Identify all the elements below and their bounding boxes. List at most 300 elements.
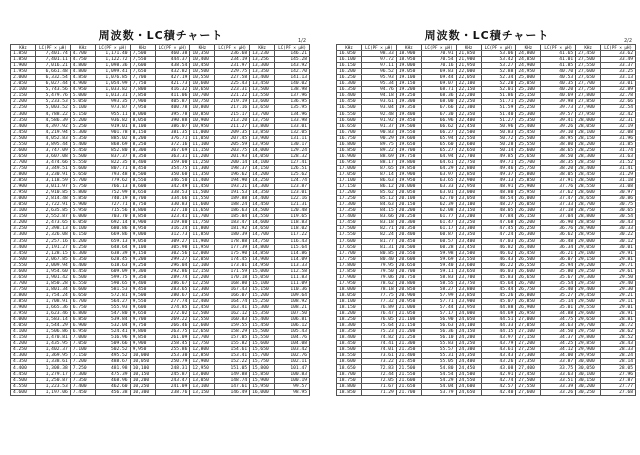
- freq-cell: 29,800: [576, 335, 601, 341]
- column-header-freq: KHz: [130, 45, 155, 51]
- lc-cell: 132.05: [275, 129, 310, 135]
- lc-cell: 38.35: [541, 159, 576, 165]
- freq-cell: 15,450: [250, 323, 275, 329]
- freq-cell: 7.150: [70, 353, 95, 359]
- freq-cell: 18.950: [396, 57, 421, 63]
- lc-cell: 590.65: [95, 280, 130, 286]
- freq-cell: 4.400: [11, 365, 36, 371]
- freq-cell: 14,150: [250, 165, 275, 171]
- lc-cell: 30.33: [601, 226, 636, 232]
- lc-cell: 105.43: [275, 329, 310, 335]
- lc-cell: 102.76: [275, 353, 310, 359]
- lc-cell: 727.71: [95, 202, 130, 208]
- lc-cell: 45.44: [481, 286, 516, 292]
- freq-cell: 27,250: [516, 347, 541, 353]
- freq-cell: 8,250: [130, 141, 155, 147]
- freq-cell: 25,650: [516, 153, 541, 159]
- freq-cell: 14,200: [250, 171, 275, 177]
- lc-cell: 1,623.46: [36, 311, 71, 317]
- freq-cell: 24,550: [456, 377, 481, 383]
- freq-cell: 27,550: [516, 383, 541, 389]
- freq-cell: 14,550: [250, 214, 275, 220]
- lc-cell: 509.66: [95, 341, 130, 347]
- freq-cell: 21.600: [396, 377, 421, 383]
- lc-cell: 146.21: [275, 51, 310, 57]
- freq-cell: 23,500: [456, 250, 481, 256]
- lc-cell: 30.43: [601, 220, 636, 226]
- freq-cell: 5.150: [70, 111, 95, 117]
- lc-cell: 112.58: [275, 268, 310, 274]
- lc-cell: 80.85: [362, 250, 397, 256]
- freq-cell: 4.100: [11, 329, 36, 335]
- lc-cell: 170.18: [215, 274, 250, 280]
- freq-cell: 4.850: [70, 75, 95, 81]
- freq-cell: 5.200: [70, 117, 95, 123]
- freq-cell: 14,900: [250, 256, 275, 262]
- freq-cell: 9,450: [130, 286, 155, 292]
- lc-cell: 33.13: [601, 75, 636, 81]
- lc-cell: 618.63: [95, 262, 130, 268]
- lc-cell: 1,708.91: [36, 298, 71, 304]
- lc-cell: 108.21: [275, 305, 310, 311]
- lc-cell: 127.41: [275, 159, 310, 165]
- lc-cell: 502.52: [95, 347, 130, 353]
- freq-cell: 20.250: [396, 214, 421, 220]
- freq-cell: 12,700: [190, 335, 215, 341]
- lc-cell: 955.11: [95, 111, 130, 117]
- freq-cell: 6.550: [70, 280, 95, 286]
- lc-cell: 40.20: [541, 87, 576, 93]
- freq-cell: 28,050: [576, 123, 601, 129]
- freq-cell: 15,850: [250, 371, 275, 377]
- freq-cell: 21.200: [396, 329, 421, 335]
- freq-cell: 17.050: [337, 171, 362, 177]
- lc-cell: 53.42: [481, 57, 516, 63]
- lc-cell: 35.94: [541, 262, 576, 268]
- lc-cell: 211.27: [215, 123, 250, 129]
- freq-cell: 21.150: [396, 323, 421, 329]
- freq-cell: 7,700: [130, 75, 155, 81]
- lc-cell: 175.90: [215, 250, 250, 256]
- freq-cell: 11,800: [190, 226, 215, 232]
- lc-cell: 90.29: [362, 135, 397, 141]
- lc-cell: 41.85: [541, 63, 576, 69]
- lc-cell: 2,635.85: [36, 208, 71, 214]
- column-header-lc: LC(PF × μH): [95, 45, 130, 51]
- freq-cell: 23,250: [456, 220, 481, 226]
- lc-cell: 1,544.29: [36, 323, 71, 329]
- lc-cell: 1,250.87: [36, 377, 71, 383]
- lc-cell: 2,910.85: [36, 190, 71, 196]
- lc-cell: 66.62: [421, 123, 456, 129]
- freq-cell: 26,350: [516, 238, 541, 244]
- freq-cell: 6.300: [70, 250, 95, 256]
- lc-cell: 97.72: [362, 57, 397, 63]
- freq-cell: 6.100: [70, 226, 95, 232]
- lc-cell: 58.55: [421, 280, 456, 286]
- freq-cell: 3.300: [11, 232, 36, 238]
- lc-cell: 39.41: [541, 117, 576, 123]
- freq-cell: 23,300: [456, 226, 481, 232]
- freq-cell: 28,500: [576, 178, 601, 184]
- lc-cell: 779.62: [95, 178, 130, 184]
- freq-cell: 22,800: [456, 165, 481, 171]
- lc-cell: 67.30: [421, 111, 456, 117]
- lc-cell: 43.43: [481, 353, 516, 359]
- freq-cell: 12,400: [190, 298, 215, 304]
- freq-cell: 16.850: [337, 147, 362, 153]
- lc-cell: 70.54: [421, 57, 456, 63]
- lc-cell: 1,099.41: [95, 69, 130, 75]
- freq-cell: 6.600: [70, 286, 95, 292]
- lc-cell: 37.62: [541, 190, 576, 196]
- lc-cell: 330.83: [155, 202, 190, 208]
- lc-cell: 1,754.24: [36, 292, 71, 298]
- lc-cell: 40.53: [541, 75, 576, 81]
- lc-cell: 32.66: [601, 99, 636, 105]
- lc-cell: 122.16: [275, 196, 310, 202]
- lc-cell: 354.75: [155, 165, 190, 171]
- freq-cell: 18.750: [337, 377, 362, 383]
- freq-cell: 23,150: [456, 208, 481, 214]
- lc-cell: 33.63: [541, 371, 576, 377]
- freq-cell: 7.100: [70, 347, 95, 353]
- freq-cell: 29,850: [576, 341, 601, 347]
- lc-cell: 193.21: [215, 184, 250, 190]
- lc-cell: 885.02: [95, 135, 130, 141]
- lc-cell: 793.48: [95, 171, 130, 177]
- freq-cell: 18.550: [337, 353, 362, 359]
- lc-cell: 51.71: [481, 99, 516, 105]
- freq-cell: 28,100: [576, 129, 601, 135]
- lc-cell: 2,552.87: [36, 214, 71, 220]
- lc-cell: 919.01: [95, 123, 130, 129]
- lc-cell: 69.44: [421, 75, 456, 81]
- lc-cell: 36.62: [541, 232, 576, 238]
- lc-cell: 3,895.44: [36, 141, 71, 147]
- freq-cell: 4.000: [11, 317, 36, 323]
- freq-cell: 26,050: [516, 202, 541, 208]
- freq-cell: 11,000: [190, 129, 215, 135]
- freq-cell: 25,050: [516, 81, 541, 87]
- freq-cell: 15,500: [250, 329, 275, 335]
- lc-cell: 101.47: [275, 365, 310, 371]
- chart-page-1: [10, 0, 312, 455]
- freq-cell: 10,450: [190, 63, 215, 69]
- freq-cell: 4.750: [70, 57, 95, 63]
- lc-cell: 539.84: [95, 317, 130, 323]
- lc-cell: 207.45: [215, 135, 250, 141]
- lc-cell: 807.71: [95, 165, 130, 171]
- freq-cell: 13,850: [250, 129, 275, 135]
- freq-cell: 11,150: [190, 147, 215, 153]
- freq-cell: 4.800: [70, 69, 95, 75]
- lc-cell: 33.62: [601, 51, 636, 57]
- freq-cell: 4.950: [70, 87, 95, 93]
- freq-cell: 17.550: [337, 232, 362, 238]
- freq-cell: 20.400: [396, 232, 421, 238]
- freq-cell: 29,750: [576, 329, 601, 335]
- lc-cell: 532.04: [95, 323, 130, 329]
- freq-cell: 25,800: [516, 171, 541, 177]
- lc-cell: 715.56: [95, 208, 130, 214]
- lc-cell: 118.83: [275, 220, 310, 226]
- freq-cell: 27,600: [516, 389, 541, 395]
- freq-cell: 7,550: [130, 57, 155, 63]
- lc-cell: 201.93: [215, 153, 250, 159]
- freq-cell: 20.650: [396, 262, 421, 268]
- freq-cell: 2.250: [11, 105, 36, 111]
- lc-cell: 168.80: [215, 280, 250, 286]
- freq-cell: 18.100: [337, 298, 362, 304]
- freq-cell: 24,300: [456, 347, 481, 353]
- freq-cell: 30,000: [576, 359, 601, 365]
- freq-cell: 25,500: [516, 135, 541, 141]
- lc-cell: 30.54: [601, 214, 636, 220]
- lc-cell: 34.88: [541, 311, 576, 317]
- freq-cell: 24,050: [456, 317, 481, 323]
- lc-cell: 188.24: [215, 202, 250, 208]
- freq-cell: 21.000: [396, 305, 421, 311]
- freq-cell: 30,100: [576, 371, 601, 377]
- freq-cell: 16.550: [337, 111, 362, 117]
- page-number: 1/2: [297, 38, 306, 44]
- freq-cell: 27,550: [576, 63, 601, 69]
- lc-cell: 160.83: [215, 317, 250, 323]
- lc-cell: 123.01: [275, 190, 310, 196]
- lc-cell: 33.75: [541, 365, 576, 371]
- lc-cell: 69.07: [421, 81, 456, 87]
- lc-cell: 481.98: [95, 365, 130, 371]
- lc-cell: 49.46: [481, 165, 516, 171]
- lc-cell: 35.54: [541, 280, 576, 286]
- lc-cell: 43.97: [481, 335, 516, 341]
- lc-cell: 1,954.60: [36, 268, 71, 274]
- lc-cell: 638.39: [95, 250, 130, 256]
- freq-cell: 23,050: [456, 196, 481, 202]
- freq-cell: 7,850: [130, 93, 155, 99]
- lc-cell: 98.33: [362, 51, 397, 57]
- freq-cell: 9,300: [130, 268, 155, 274]
- freq-cell: 18.000: [337, 286, 362, 292]
- freq-cell: 6.850: [70, 317, 95, 323]
- freq-cell: 22,850: [456, 171, 481, 177]
- freq-cell: 6.150: [70, 232, 95, 238]
- lc-cell: 31.85: [601, 141, 636, 147]
- page-title: 周波数・LC積チャート: [424, 29, 550, 42]
- column-header-lc: LC(PF × μH): [421, 45, 456, 51]
- lc-cell: 146.49: [215, 389, 250, 395]
- lc-cell: 350.60: [155, 171, 190, 177]
- freq-cell: 21.450: [396, 359, 421, 365]
- freq-cell: 27,050: [516, 323, 541, 329]
- freq-cell: 15,800: [250, 365, 275, 371]
- freq-cell: 10,500: [190, 69, 215, 75]
- lc-cell: 27.96: [601, 371, 636, 377]
- freq-cell: 25,450: [516, 129, 541, 135]
- lc-cell: 108.92: [275, 298, 310, 304]
- lc-cell: 75.23: [362, 329, 397, 335]
- lc-cell: 36.21: [541, 250, 576, 256]
- lc-cell: 30.22: [601, 232, 636, 238]
- freq-cell: 17.300: [337, 202, 362, 208]
- freq-cell: 3.650: [11, 274, 36, 280]
- lc-cell: 125.62: [275, 171, 310, 177]
- column-header-lc: LC(PF × μH): [601, 45, 636, 51]
- lc-cell: 2,326.08: [36, 232, 71, 238]
- freq-cell: 5.900: [70, 202, 95, 208]
- freq-cell: 13,550: [250, 93, 275, 99]
- lc-cell: 173.01: [215, 262, 250, 268]
- freq-cell: 19.450: [396, 117, 421, 123]
- freq-cell: 17.950: [337, 280, 362, 286]
- freq-cell: 2.050: [11, 81, 36, 87]
- freq-cell: 13,300: [250, 63, 275, 69]
- freq-cell: 21.250: [396, 335, 421, 341]
- lc-cell: 32.89: [601, 87, 636, 93]
- lc-cell: 680.86: [95, 226, 130, 232]
- lc-cell: 29.71: [601, 262, 636, 268]
- lc-cell: 3,118.59: [36, 178, 71, 184]
- lc-cell: 157.05: [215, 335, 250, 341]
- lc-cell: 148.74: [215, 377, 250, 383]
- freq-cell: 21.550: [396, 371, 421, 377]
- lc-cell: 7,401.74: [36, 51, 71, 57]
- lc-cell: 107.50: [275, 311, 310, 317]
- lc-cell: 47.68: [481, 220, 516, 226]
- freq-cell: 10,700: [190, 93, 215, 99]
- freq-cell: 20.900: [396, 292, 421, 298]
- freq-cell: 20.600: [396, 256, 421, 262]
- lc-cell: 27.68: [601, 389, 636, 395]
- lc-cell: 100.19: [275, 377, 310, 383]
- lc-cell: 91.92: [362, 117, 397, 123]
- freq-cell: 4.900: [70, 81, 95, 87]
- lc-cell: 119.65: [275, 214, 310, 220]
- freq-cell: 20.800: [396, 280, 421, 286]
- freq-cell: 6.350: [70, 256, 95, 262]
- freq-cell: 23,350: [456, 232, 481, 238]
- freq-cell: 7.050: [70, 341, 95, 347]
- freq-cell: 27,150: [516, 335, 541, 341]
- freq-cell: 25,600: [516, 147, 541, 153]
- lc-cell: 41.65: [541, 51, 576, 57]
- lc-cell: 263.75: [155, 329, 190, 335]
- lc-cell: 34.50: [541, 329, 576, 335]
- freq-cell: 10,050: [130, 359, 155, 365]
- lc-cell: 703.70: [95, 214, 130, 220]
- freq-cell: 29,300: [576, 274, 601, 280]
- lc-cell: 29.91: [601, 250, 636, 256]
- lc-cell: 837.37: [95, 153, 130, 159]
- freq-cell: 29,550: [576, 305, 601, 311]
- freq-cell: 15,000: [250, 268, 275, 274]
- lc-cell: 36.48: [541, 238, 576, 244]
- freq-cell: 26,000: [516, 196, 541, 202]
- freq-cell: 17.650: [337, 244, 362, 250]
- freq-cell: 12,200: [190, 274, 215, 280]
- lc-cell: 342.49: [155, 184, 190, 190]
- freq-cell: 13,800: [250, 123, 275, 129]
- lc-cell: 194.90: [215, 178, 250, 184]
- freq-cell: 29,200: [576, 262, 601, 268]
- lc-cell: 2,814.48: [36, 196, 71, 202]
- freq-cell: 6.000: [70, 214, 95, 220]
- lc-cell: 205.59: [215, 141, 250, 147]
- freq-cell: 11,700: [190, 214, 215, 220]
- lc-cell: 54.04: [421, 383, 456, 389]
- lc-cell: 191.53: [215, 190, 250, 196]
- lc-cell: 81.77: [362, 238, 397, 244]
- freq-cell: 19.500: [396, 123, 421, 129]
- freq-cell: 28,750: [576, 208, 601, 214]
- freq-cell: 28,550: [576, 184, 601, 190]
- freq-cell: 23,450: [456, 244, 481, 250]
- lc-cell: 3,474.66: [36, 159, 71, 165]
- lc-cell: 48.80: [481, 190, 516, 196]
- freq-cell: 9,050: [130, 238, 155, 244]
- freq-cell: 22,050: [456, 75, 481, 81]
- lc-cell: 83.66: [362, 214, 397, 220]
- lc-cell: 33.39: [541, 383, 576, 389]
- freq-cell: 5.450: [70, 147, 95, 153]
- lc-cell: 4,586.39: [36, 117, 71, 123]
- lc-cell: 62.70: [421, 196, 456, 202]
- lc-cell: 64.61: [421, 159, 456, 165]
- freq-cell: 22,000: [456, 69, 481, 75]
- freq-cell: 11,500: [190, 190, 215, 196]
- lc-cell: 53.79: [421, 389, 456, 395]
- column-header-lc: LC(PF × μH): [275, 45, 310, 51]
- lc-cell: 30.65: [601, 208, 636, 214]
- freq-cell: 29,150: [576, 256, 601, 262]
- freq-cell: 24,350: [456, 353, 481, 359]
- lc-cell: 1,435.95: [36, 341, 71, 347]
- freq-cell: 2.500: [11, 135, 36, 141]
- lc-cell: 29.11: [601, 298, 636, 304]
- freq-cell: 5.100: [70, 105, 95, 111]
- lc-cell: 3,607.08: [36, 153, 71, 159]
- freq-cell: 10,200: [130, 377, 155, 383]
- freq-cell: 4.700: [70, 51, 95, 57]
- lc-cell: 130.17: [275, 141, 310, 147]
- lc-cell: 57.71: [421, 298, 456, 304]
- freq-cell: 20.850: [396, 286, 421, 292]
- lc-cell: 289.74: [155, 274, 190, 280]
- lc-cell: 154.61: [215, 347, 250, 353]
- lc-cell: 95.34: [362, 81, 397, 87]
- freq-cell: 14,250: [250, 178, 275, 184]
- freq-cell: 7.000: [70, 335, 95, 341]
- lc-cell: 32.08: [601, 129, 636, 135]
- freq-cell: 15,550: [250, 335, 275, 341]
- lc-cell: 44.88: [481, 305, 516, 311]
- freq-cell: 5.050: [70, 99, 95, 105]
- freq-cell: 1.850: [11, 57, 36, 63]
- freq-cell: 22,500: [456, 129, 481, 135]
- freq-cell: 27,950: [576, 111, 601, 117]
- lc-cell: 31.96: [601, 135, 636, 141]
- lc-cell: 74.82: [362, 335, 397, 341]
- freq-cell: 18.150: [337, 305, 362, 311]
- freq-cell: 2.350: [11, 117, 36, 123]
- lc-cell: 149.88: [215, 371, 250, 377]
- freq-cell: 10,350: [190, 51, 215, 57]
- table-header-row: [11, 45, 310, 51]
- freq-cell: 12,250: [190, 280, 215, 286]
- lc-cell: 50.14: [481, 147, 516, 153]
- freq-cell: 8,200: [130, 135, 155, 141]
